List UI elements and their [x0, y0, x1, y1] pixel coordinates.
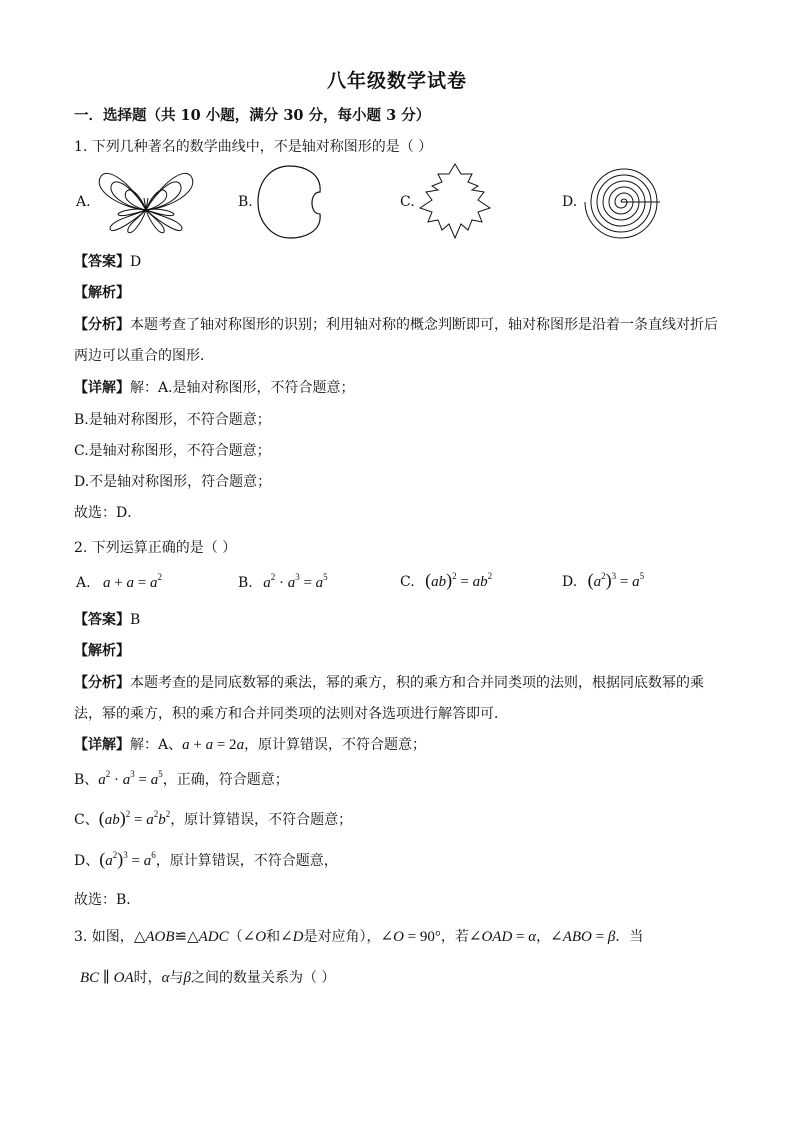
q2-option-b-label: B. — [238, 575, 253, 591]
q2-detail-c-suffix: ，原计算错误，不符合题意； — [170, 812, 353, 828]
q1-answer-value: D — [130, 254, 142, 270]
q2-detail-d-suffix: ，原计算错误，不符合题意， — [155, 853, 338, 869]
q3-number: 3. 如图， — [74, 929, 134, 945]
q3-text-3: 是对应角）， — [303, 929, 381, 945]
q3-text-1: （ — [228, 929, 243, 945]
q1-detail-tag: 【详解】 — [74, 380, 130, 396]
q2-analysis-tag: 【解析】 — [74, 643, 130, 659]
q2-detail-d-prefix: D、 — [74, 853, 100, 869]
q2-option-d-label: D. — [562, 574, 578, 590]
page-title: 八年级数学试卷 — [326, 70, 467, 92]
q2-option-c: C. $(ab)^2 = ab^2$ — [400, 570, 493, 590]
q1-fenxi-line-2: 两边可以重合的图形． — [74, 348, 214, 364]
q1-option-c-label: C. — [400, 194, 415, 210]
q2-stem: 2. 下列运算正确的是（ ） — [74, 540, 237, 556]
q2-conclusion: 故选：B． — [74, 892, 141, 908]
q2-option-a: A. $a + a = a^2$ — [76, 572, 162, 591]
q3-text-5: ， — [536, 929, 551, 945]
q2-fenxi-text-1: 本题考查的是同底数幂的乘法，幂的乘方，积的乘方和合并同类项的法则，根据同底数幂的乘 — [130, 675, 704, 691]
q1-option-b-label: B. — [238, 194, 253, 210]
q2-fenxi-tag: 【分析】 — [74, 675, 130, 691]
q3-stem-line-2: BC ∥ OA时，α与β之间的数量关系为（ ） — [80, 970, 336, 986]
q2-detail-d: D、$(a^2)^3 = a^6$，原计算错误，不符合题意， — [74, 849, 338, 869]
q2-detail-c-prefix: C、 — [74, 812, 99, 828]
q2-detail-b-prefix: B、 — [74, 772, 99, 788]
q1-detail-line-3: C.是轴对称图形，不符合题意； — [74, 443, 271, 459]
q2-option-b: B. $a^2 \cdot a^3 = a^5$ — [238, 572, 328, 591]
cardioid-figure — [256, 164, 328, 240]
q1-option-d-label: D. — [562, 194, 578, 210]
q2-option-d: D. $(a^2)^3 = a^5$ — [562, 570, 645, 590]
q3-text-2: 和 — [266, 929, 281, 945]
q3-stem-line-1: 3. 如图，△AOB≌△ADC（∠O和∠D是对应角），∠O = 90°，若∠OAD = α，∠ABO = β．当 — [74, 929, 644, 945]
q1-fenxi-tag: 【分析】 — [74, 317, 130, 333]
q1-conclusion: 故选：D． — [74, 505, 142, 521]
q2-detail-b: B、$a^2 \cdot a^3 = a^5$，正确，符合题意； — [74, 769, 289, 788]
q1-detail-line-1 — [74, 377, 355, 397]
q2-detail-b-suffix: ，正确，符合题意； — [162, 772, 289, 788]
q2-answer-tag: 【答案】 — [74, 612, 130, 628]
q1-detail-text-1: 解：A.是轴对称图形，不符合题意； — [130, 380, 355, 396]
q3-text-9: 之间的数量关系为（ ） — [190, 970, 336, 986]
q2-option-c-label: C. — [400, 574, 415, 590]
q3-text-4: ，若 — [440, 929, 469, 945]
q3-text-6: ．当 — [615, 929, 644, 945]
q1-stem: 1. 下列几种著名的数学曲线中，不是轴对称图形的是（ ） — [74, 139, 433, 155]
q2-detail-a-suffix: ，原计算错误，不符合题意； — [244, 737, 427, 753]
section-heading: 一．选择题（共 10 小题，满分 30 分，每小题 3 分） — [74, 107, 431, 124]
q1-option-a-label: A. — [76, 194, 91, 210]
q2-answer-value: B — [130, 612, 141, 628]
q3-text-7: 时， — [133, 970, 162, 986]
q2-detail-a: 【详解】解：A、a + a = 2a，原计算错误，不符合题意； — [74, 737, 427, 753]
q2-fenxi-line-2: 法，幂的乘方，积的乘方和合并同类项的法则对各选项进行解答即可． — [74, 706, 508, 722]
q1-analysis-tag: 【解析】 — [74, 285, 130, 301]
q1-fenxi-line-1 — [74, 314, 718, 334]
q2-answer-line — [74, 609, 140, 629]
q1-fenxi-text-1: 本题考查了轴对称图形的识别；利用轴对称的概念判断即可，轴对称图形是沿着一条直线对折后 — [130, 317, 718, 333]
q1-detail-line-4: D.不是轴对称图形，符合题意； — [74, 474, 272, 490]
q2-fenxi-line-1 — [74, 672, 704, 692]
q3-text-8: 与 — [169, 970, 184, 986]
q2-detail-a-prefix: 解：A、 — [130, 737, 183, 753]
butterfly-curve-figure — [92, 164, 200, 242]
q1-answer-line — [74, 251, 141, 271]
q2-detail-c: C、$(ab)^2 = a^2b^2$，原计算错误，不符合题意； — [74, 808, 353, 828]
q1-detail-line-2: B.是轴对称图形，不符合题意； — [74, 412, 271, 428]
spiral-figure — [580, 164, 662, 240]
koch-snowflake-figure — [416, 162, 494, 242]
q2-option-a-label: A. — [76, 575, 91, 591]
q1-answer-tag: 【答案】 — [74, 254, 130, 270]
q2-detail-tag: 【详解】 — [74, 737, 130, 753]
